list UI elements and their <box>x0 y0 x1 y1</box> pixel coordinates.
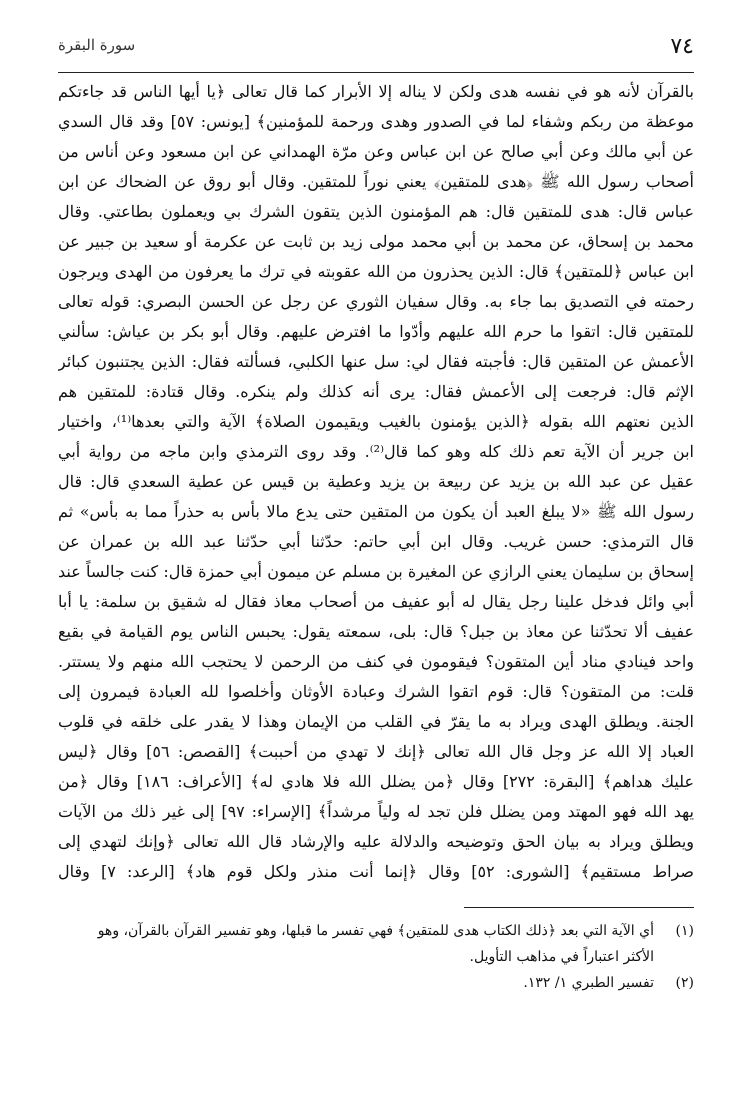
text-line: الذين نعتهم الله بقوله ﴿الذين يؤمنون بالغيب ويقيمون الصلاة﴾ الآية والتي بعدها⁽¹⁾، واختيار <box>58 412 694 431</box>
text-line: عفيف ألا تحدّثنا عن معاذ بن جبل؟ قال: بلى، سمعته يقول: يحبس الناس يوم القيامة في بقيع <box>58 622 694 641</box>
text-line: عليك هداهم﴾ [البقرة: ٢٧٢] وقال ﴿من يضلل الله فلا هادي له﴾ [الأعراف: ١٨٦] وقال ﴿من <box>58 772 694 791</box>
text-line: الأعمش عن المتقين قال: فأجبته فقال لي: سل عنها الكلبي، فسألته فقال: الذين يجتنبون كبائر <box>58 352 694 371</box>
text-line: ويطلق ويراد به بيان الحق وتوضيحه والدلالة عليه والإرشاد قال الله تعالى ﴿وإنك لتهدي إلى <box>58 832 694 851</box>
text-line: صراط مستقيم﴾ [الشورى: ٥٢] وقال ﴿إنما أنت منذر ولكل قوم هاد﴾ [الرعد: ٧] وقال <box>58 862 694 881</box>
text-line: قال الترمذي: حسن غريب. وقال ابن أبي حاتم: حدّثنا أبي حدّثنا عبد الله بن عمران عن <box>58 532 694 551</box>
text-line: عقيل عن عبد الله بن يزيد عن ربيعة بن يزيد وعطية بن قيس عن عطية السعدي قال: قال <box>58 472 694 491</box>
footnotes <box>58 918 694 996</box>
text-line: واحد فينادي مناد أين المتقون؟ فيقومون في كنف من الرحمن لا يحتجب الله منهم ولا يستتر. <box>58 652 694 671</box>
text-line: عباس قال: هدى للمتقين قال: هم المؤمنون الذين يتقون الشرك بي ويعملون بطاعتي. وقال <box>58 202 694 221</box>
text-line: إسحاق بن سليمان يعني الرازي عن المغيرة بن مسلم عن ميمون أبي حمزة قال: كنت جالساً عند <box>58 562 694 581</box>
text-line: محمد بن إسحاق، عن محمد بن أبي محمد مولى زيد بن ثابت عن عكرمة أو سعيد بن جبير عن <box>58 232 694 251</box>
text-line: موعظة من ربكم وشفاء لما في الصدور وهدى ورحمة للمؤمنين﴾ [يونس: ٥٧] وقد قال السدي <box>58 112 694 131</box>
surah-name: سورة البقرة <box>58 36 136 54</box>
footnote-1 <box>58 918 694 944</box>
page-header <box>58 32 694 73</box>
text-line: العباد إلا الله عز وجل قال الله تعالى ﴿إنك لا تهدي من أحببت﴾ [القصص: ٥٦] وقال ﴿ليس <box>58 742 694 761</box>
footnote-text: تفسير الطبري ١/ ١٣٢. <box>523 975 654 991</box>
text-line: للمتقين قال: اتقوا ما حرم الله عليهم وأدّوا ما افترض عليهم. وقال أبو بكر بن عياش: سألني <box>58 322 694 341</box>
text-line: أصحاب رسول الله ﷺ ﴿هدى للمتقين﴾ يعني نوراً للمتقين. وقال أبو روق عن الضحاك عن ابن <box>58 172 694 191</box>
footnote-separator <box>464 907 694 908</box>
text-line: ابن عباس ﴿للمتقين﴾ قال: الذين يحذرون من الله عقوبته في ترك ما يعرفون من الهدى ويرجون <box>58 262 694 281</box>
page-number: ٧٤ <box>670 34 694 59</box>
footnote-1-continued <box>58 944 694 970</box>
footnote-text: أي الآية التي بعد ﴿ذلك الكتاب هدى للمتقين﴾ فهي تفسر ما قبلها، وهو تفسير القرآن بالقرآن، وهو <box>97 923 654 939</box>
text-line: ابن جرير أن الآية تعم ذلك كله وهو كما قال⁽²⁾. وقد روى الترمذي وابن ماجه من رواية أبي <box>58 442 694 461</box>
footnote-number: (١) <box>675 923 694 939</box>
text-line: يهد الله فهو المهتد ومن يضلل فلن تجد له ولياً مرشداً﴾ [الإسراء: ٩٧] إلى غير ذلك من الآيات <box>58 802 694 821</box>
footnote-number: (٢) <box>675 975 694 991</box>
text-line: الإثم قال: فرجعت إلى الأعمش فقال: يرى أنه كذلك ولم ينكره. وقال قتادة: للمتقين هم <box>58 382 694 401</box>
text-line: بالقرآن لأنه هو في نفسه هدى ولكن لا يناله إلا الأبرار كما قال تعالى ﴿يا أيها الناس قد جاءتكم <box>58 82 694 101</box>
book-page <box>58 32 694 1072</box>
footnote-2 <box>58 970 694 996</box>
text-line: الجنة. ويطلق الهدى ويراد به ما يقرّ في القلب من الإيمان وهذا لا يقدر على خلقه في قلوب <box>58 712 694 731</box>
text-line: قلت: من المتقون؟ قال: قوم اتقوا الشرك وعبادة الأوثان وأخلصوا لله العبادة فيمرون إلى <box>58 682 694 701</box>
text-line: رحمته في التصديق بما جاء به. وقال سفيان الثوري عن رجل عن الحسن البصري: قوله تعالى <box>58 292 694 311</box>
text-line: أبي وائل فدخل علينا رجل يقال له أبو عفيف من أصحاب معاذ فقال له شقيق بن سلمة: يا أبا <box>58 592 694 611</box>
text-line: عن أبي مالك وعن أبي صالح عن ابن عباس وعن مرّة الهمداني عن ابن مسعود وعن أناس من <box>58 142 694 161</box>
footnote-text: الأكثر اعتباراً في مذاهب التأويل. <box>469 949 654 965</box>
text-line: رسول الله ﷺ «لا يبلغ العبد أن يكون من المتقين حتى يدع مالا بأس به حذراً مما به بأس» ثم <box>58 502 694 521</box>
main-text <box>58 77 694 887</box>
